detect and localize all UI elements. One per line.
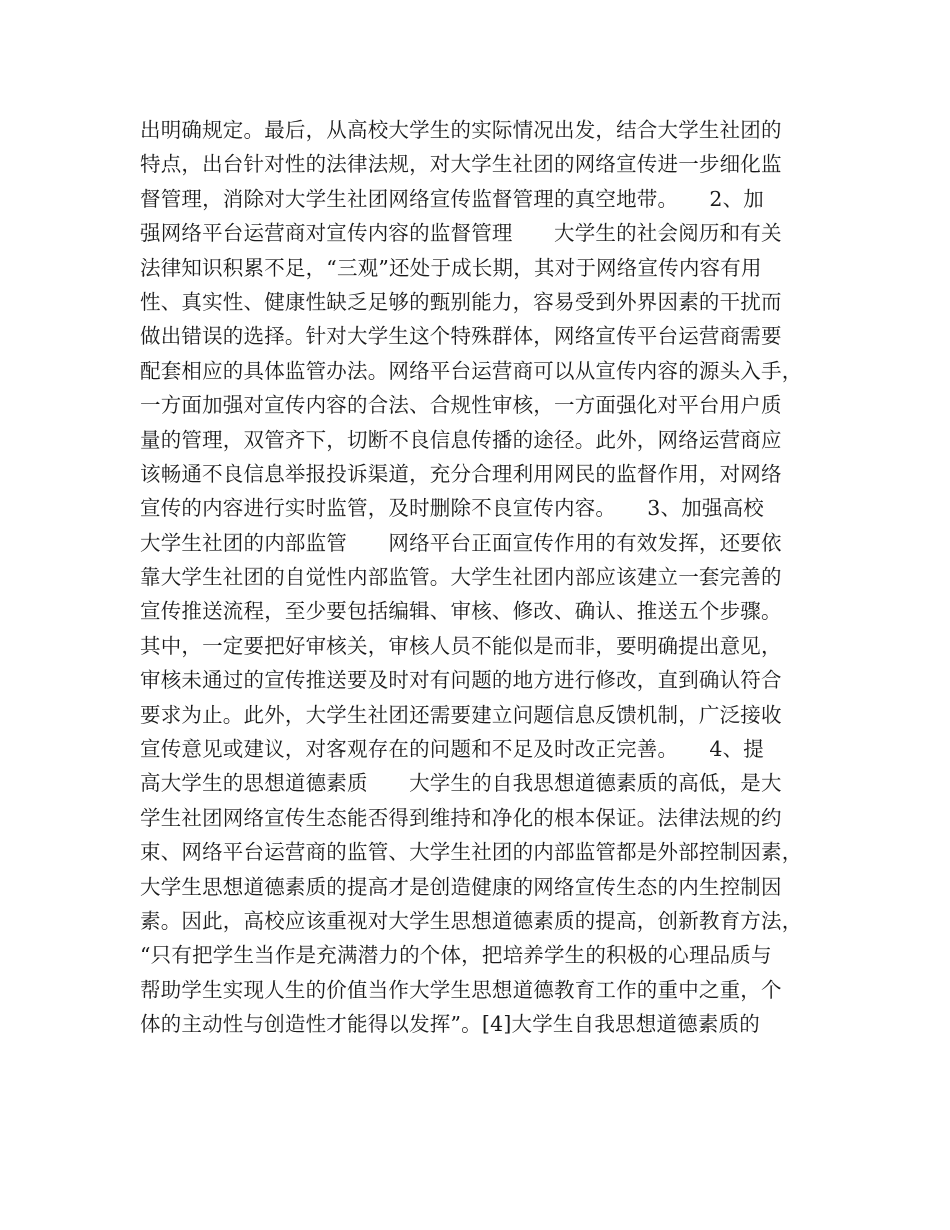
text-line: 出明确规定。最后，从高校大学生的实际情况出发，结合大学生社团的 <box>140 118 782 142</box>
text-line: 要求为止。此外，大学生社团还需要建立问题信息反馈机制，广泛接收 <box>140 702 782 727</box>
text-line: 量的管理，双管齐下，切断不良信息传播的途径。此外，网络运营商应 <box>140 427 782 452</box>
text-line: 宣传推送流程，至少要包括编辑、审核、修改、确认、推送五个步骤。 <box>140 599 782 624</box>
text-line: 审核未通过的宣传推送要及时对有问题的地方进行修改，直到确认符合 <box>140 668 782 693</box>
text-line: 学生社团网络宣传生态能否得到维持和净化的根本保证。法律法规的约 <box>140 805 782 830</box>
text-line: 特点，出台针对性的法律法规，对大学生社团的网络宣传进一步细化监 <box>140 152 782 177</box>
text-line: 宣传的内容进行实时监管，及时删除不良宣传内容。 3、加强高校 <box>140 496 764 521</box>
text-line: 该畅通不良信息举报投诉渠道，充分合理利用网民的监督作用，对网络 <box>140 461 782 486</box>
text-line: 体的主动性与创造性才能得以发挥”。[4]大学生自我思想道德素质的 <box>140 1012 760 1037</box>
text-line: 素。因此，高校应该重视对大学生思想道德素质的提高，创新教育方法， <box>140 908 803 933</box>
text-line: 做出错误的选择。针对大学生这个特殊群体，网络宣传平台运营商需要 <box>140 324 782 349</box>
text-line: “只有把学生当作是充满潜力的个体，把培养学生的积极的心理品质与 <box>140 943 772 968</box>
text-line: 法律知识积累不足，“三观”还处于成长期，其对于网络宣传内容有用 <box>140 255 762 280</box>
text-line: 督管理，消除对大学生社团网络宣传监督管理的真空地带。 2、加 <box>140 186 764 211</box>
text-line: 靠大学生社团的自觉性内部监管。大学生社团内部应该建立一套完善的 <box>140 565 782 590</box>
text-line: 大学生思想道德素质的提高才是创造健康的网络宣传生态的内生控制因 <box>140 874 782 899</box>
text-line: 宣传意见或建议，对客观存在的问题和不足及时改正完善。 4、提 <box>140 737 764 762</box>
text-line: 高大学生的思想道德素质 大学生的自我思想道德素质的高低，是大 <box>140 771 782 796</box>
text-line: 强网络平台运营商对宣传内容的监督管理 大学生的社会阅历和有关 <box>140 221 782 246</box>
text-line: 其中，一定要把好审核关，审核人员不能似是而非，要明确提出意见， <box>140 633 782 658</box>
text-line: 大学生社团的内部监管 网络平台正面宣传作用的有效发挥，还要依 <box>140 530 782 555</box>
text-line: 一方面加强对宣传内容的合法、合规性审核，一方面强化对平台用户质 <box>140 393 782 418</box>
text-line: 性、真实性、健康性缺乏足够的甄别能力，容易受到外界因素的干扰而 <box>140 289 782 314</box>
text-line: 束、网络平台运营商的监管、大学生社团的内部监管都是外部控制因素， <box>140 840 803 865</box>
text-line: 帮助学生实现人生的价值当作大学生思想道德教育工作的重中之重，个 <box>140 977 782 1002</box>
body-text <box>140 113 820 1042</box>
text-line: 配套相应的具体监管办法。网络平台运营商可以从宣传内容的源头入手， <box>140 358 803 383</box>
